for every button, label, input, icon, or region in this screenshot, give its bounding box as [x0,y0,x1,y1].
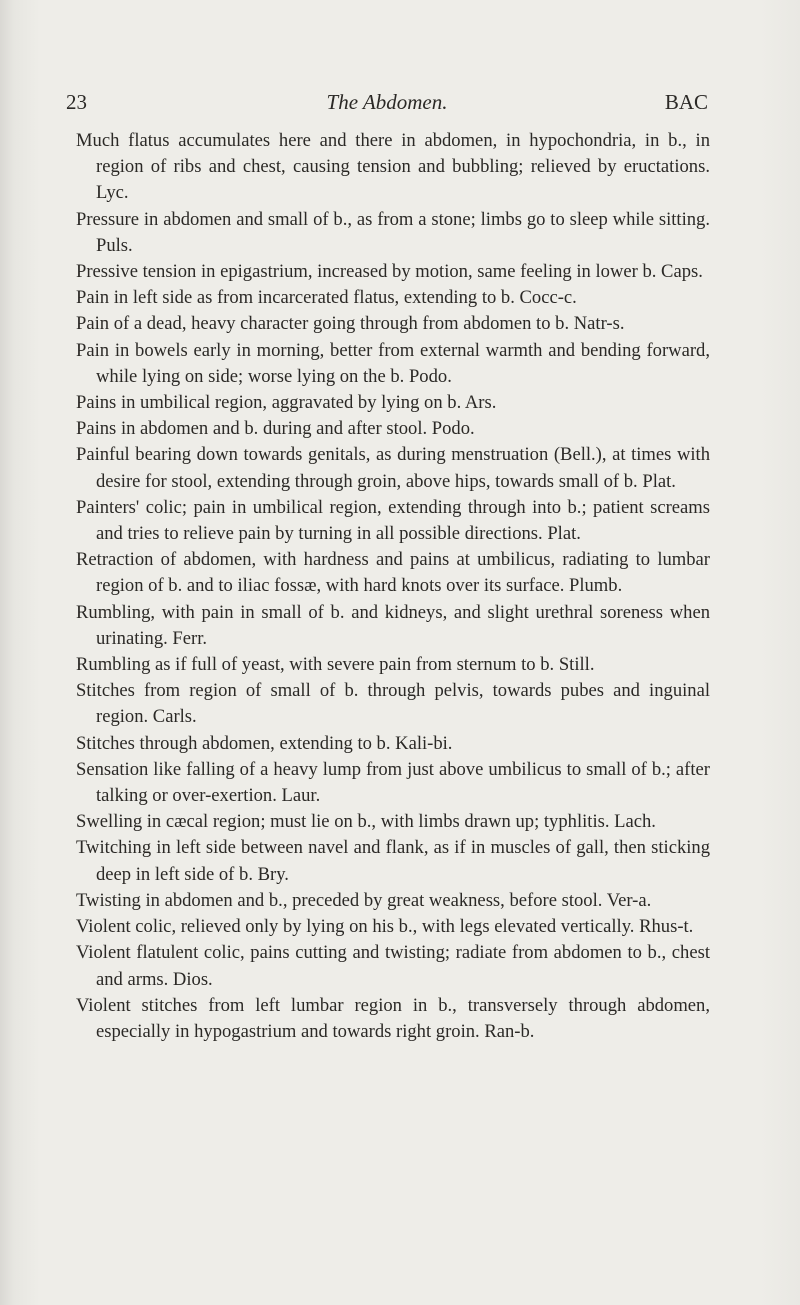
page-header [66,90,708,120]
entry: Pressure in abdomen and small of b., as from a stone; limbs go to sleep while sitting. Puls. [76,208,710,256]
entry: Violent colic, relieved only by lying on his b., with legs elevated vertically. Rhus-t. [76,916,694,938]
entry: Pressive tension in epigastrium, increased by motion, same feeling in lower b. Caps. [76,261,703,283]
page-number: 23 [66,90,87,114]
entry: Twitching in left side between navel and flank, as if in muscles of gall, then sticking deep in left side of b. Bry. [76,837,710,885]
entry: Painters' colic; pain in umbilical region, extending through into b.; patient screams and tries to relieve pain by turning in all possible directions. Plat. [76,496,710,545]
entry: Pains in abdomen and b. during and after stool. Podo. [76,418,475,440]
entry: Rumbling as if full of yeast, with severe pain from sternum to b. Still. [76,654,595,676]
entry: Retraction of abdomen, with hardness and pains at umbilicus, radiating to lumbar region of b. and to iliac fossæ, with hard knots over its surface. Plumb. [76,549,710,597]
entry: Violent flatulent colic, pains cutting and twisting; radiate from abdomen to b., chest and arms. Dios. [76,942,710,990]
entry: Pain in bowels early in morning, better from external warmth and bending forward, while lying on side; worse lying on the b. Podo. [76,339,710,387]
entry: Rumbling, with pain in small of b. and kidneys, and slight urethral soreness when urinating. Ferr. [76,601,710,649]
entry: Pain of a dead, heavy character going through from abdomen to b. Natr-s. [76,313,625,335]
entry: Violent stitches from left lumbar region in b., transversely through abdomen, especially in hypogastrium and towards right groin. Ran-b. [76,994,710,1042]
section-marker: BAC [664,90,708,114]
entry: Sensation like falling of a heavy lump from just above umbilicus to small of b.; after talking or over-exertion. Laur. [76,758,710,807]
entry: Stitches from region of small of b. through pelvis, towards pubes and inguinal region. Carls. [76,680,710,728]
entry: Much flatus accumulates here and there in abdomen, in hypochondria, in b., in region of ribs and chest, causing tension and bubbling; relieved by eructations. Lyc. [76,130,710,204]
entry: Painful bearing down towards genitals, as during menstruation (Bell.), at times with desire for stool, extending through groin, above hips, towards small of b. Plat. [76,444,710,492]
entry: Swelling in cæcal region; must lie on b., with limbs drawn up; typhlitis. Lach. [76,811,656,833]
entry-list [76,128,710,1045]
running-title: The Abdomen. [326,90,448,114]
entry: Pains in umbilical region, aggravated by lying on b. Ars. [76,392,497,414]
entry: Twisting in abdomen and b., preceded by great weakness, before stool. Ver-a. [76,889,652,911]
entry: Stitches through abdomen, extending to b. Kali-bi. [76,732,453,754]
entry: Pain in left side as from incarcerated flatus, extending to b. Cocc-c. [76,287,577,309]
